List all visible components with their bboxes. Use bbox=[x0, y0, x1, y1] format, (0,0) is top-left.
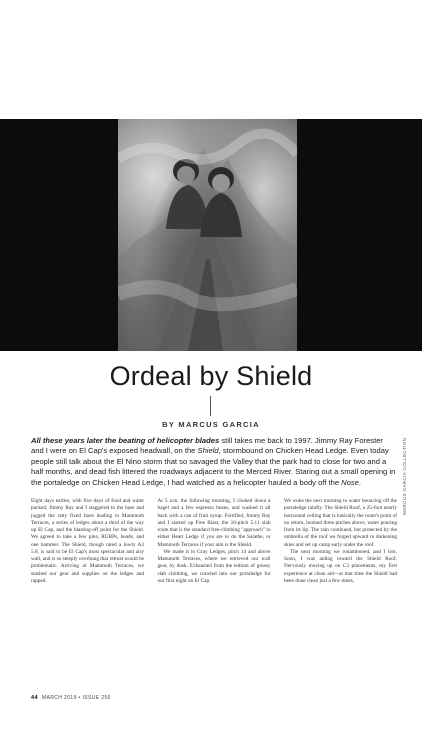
lede-lead-in: All these years later the beating of helicopter blades bbox=[31, 436, 220, 445]
issue-info: MARCH 2019 • ISSUE 256 bbox=[41, 695, 111, 701]
lede-nose: Nose bbox=[341, 477, 359, 487]
climbers-photo bbox=[118, 119, 297, 351]
column-3-paragraph-2: The next morning we rodambooed, and I lost. Soon, I was aiding toward the Shield Roof. Nervously moving up on C3 placements, my first experience at clean aid—at that time the Shield had been done clean just a few times, bbox=[284, 548, 397, 584]
body-columns bbox=[31, 498, 397, 585]
photo-credit: MARCUS GARCIA COLLECTION bbox=[402, 437, 407, 515]
page-footer bbox=[31, 695, 111, 701]
byline: BY MARCUS GARCIA bbox=[162, 420, 260, 429]
column-1 bbox=[31, 498, 144, 585]
column-2-paragraph-1: At 5 a.m. the following morning, I choked down a bagel and a few espresso beans, and washed it all back with a can of fruit syrup. Fortified, Jimmy Ray and I started up Free Blast, the 10-pitch 5.11 slab route that is the standard free-climbing "approach" to either Heart Ledge if you are to do the Salathe, or Mammoth Terraces if your aim is the Shield. bbox=[157, 498, 271, 548]
lede-shield: Shield bbox=[197, 446, 219, 456]
column-3-paragraph-1: We woke the next morning to water bouncing off the portaledge rainfly. The Shield Roof, a 25-foot nearly horizontal ceiling that is basically the route's point of no return, loomed three pitches above, water pouring from its lip. The rain continued, but protected by the umbrella of the roof we forged upward in darkening skies and set up camp early under the roof. bbox=[284, 498, 397, 548]
page-number: 44 bbox=[31, 695, 38, 701]
article-title: Ordeal by Shield bbox=[109, 361, 313, 391]
column-3 bbox=[284, 498, 397, 585]
column-2-paragraph-2: We made it to Gray Ledges, pitch 14 and above Mammoth Terraces, where we retrieved our wall gear, by dusk. Exhausted from the tedium of greasy slab climbing, we crawled into our portaledge for our first night on El Cap. bbox=[157, 548, 271, 584]
title-divider bbox=[210, 396, 211, 416]
lede-text-1: still takes me back to 1997. Jimmy Ray Forester and I were on El Cap's exposed headwall, on the bbox=[31, 436, 383, 456]
column-1-paragraph-1: Eight days earlier, with five days of food and water packed, Jimmy Ray and I staggered to the base and jugged the ratty fixed lines leading to Mammoth Terraces, a series of ledges about a third of the way up El Cap, and the blasting-off point for the Shield. We agreed to take a few pins, RURPs, heads, and one hammer. The Shield, though rated a lowly A3 5.8, is said to be El Cap's most spectacular and airy wall, and is so steeply overhung that retreat would be problematic. Arriving at Mammoth Terraces, we stashed our gear and supplies on the ledges and rapped. bbox=[31, 498, 144, 584]
lede-end: . bbox=[358, 477, 362, 487]
lede-text-2: , stormbound on Chicken Head Ledge. Even today people still talk about the El Nino storm that so savaged the Valley that the park had to close for two and a half months, and dead fish littered the roadways adjacent to the Merced River. Staring out a small opening in the portaledge on Chicken Head Ledge, I had watched as a helicopter hauled a body off the bbox=[31, 446, 396, 487]
column-2 bbox=[158, 498, 271, 585]
lede-paragraph bbox=[31, 436, 396, 488]
